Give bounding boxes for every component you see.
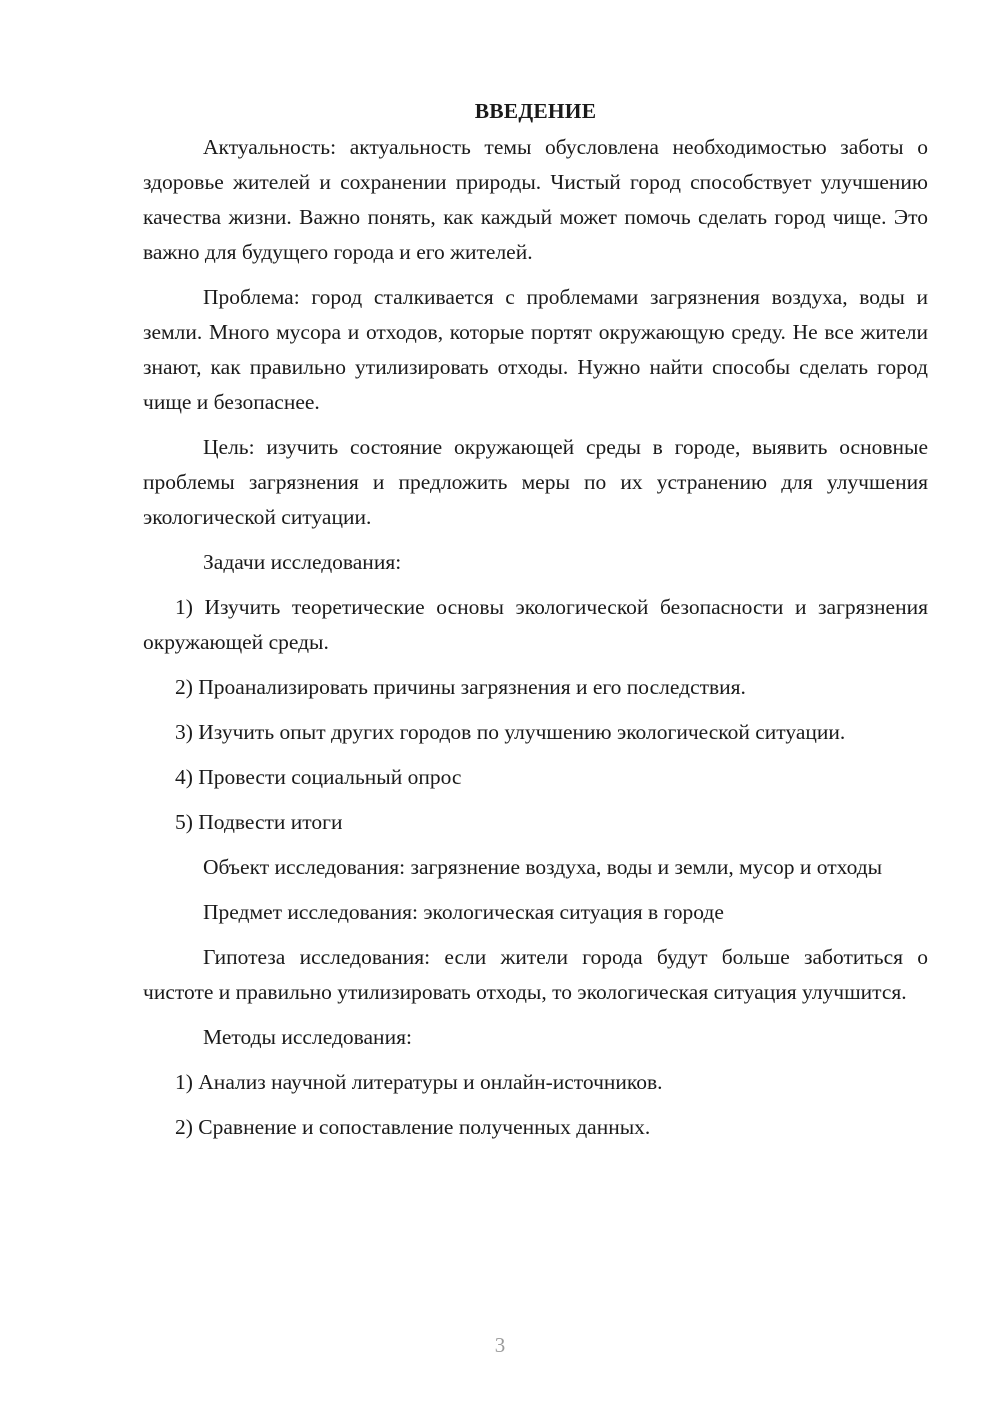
page-content <box>143 96 928 1155</box>
problem-paragraph: Проблема: город сталкивается с проблемами загрязнения воздуха, воды и земли. Много мусора и отходов, которые портят окружающую среду. Не все жители знают, как правильно утилизировать отходы. Нужно найти способы сделать город чище и безопаснее. <box>143 285 928 414</box>
tasks-title: Задачи исследования: <box>203 550 402 574</box>
object-paragraph: Объект исследования: загрязнение воздуха, воды и земли, мусор и отходы <box>203 855 883 879</box>
subject-paragraph: Предмет исследования: экологическая ситуация в городе <box>203 900 724 924</box>
task-item: 5) Подвести итоги <box>175 810 343 834</box>
task-item: 1) Изучить теоретические основы экологической безопасности и загрязнения окружающей среды. <box>143 595 928 654</box>
method-item: 2) Сравнение и сопоставление полученных данных. <box>175 1115 651 1139</box>
goal-paragraph: Цель: изучить состояние окружающей среды в городе, выявить основные проблемы загрязнения и предложить меры по их устранению для улучшения экологической ситуации. <box>143 435 928 529</box>
hypothesis-paragraph: Гипотеза исследования: если жители города будут больше заботиться о чистоте и правильно утилизировать отходы, то экологическая ситуация улучшится. <box>143 945 928 1004</box>
task-item: 2) Проанализировать причины загрязнения и его последствия. <box>175 675 746 699</box>
section-heading: ВВЕДЕНИЕ <box>474 99 597 123</box>
task-item: 3) Изучить опыт других городов по улучшению экологической ситуации. <box>175 720 846 744</box>
page-number: 3 <box>494 1333 506 1357</box>
methods-title: Методы исследования: <box>203 1025 412 1049</box>
relevance-paragraph: Актуальность: актуальность темы обусловлена необходимостью заботы о здоровье жителей и сохранении природы. Чистый город способствует улучшению качества жизни. Важно понять, как каждый может помочь сделать город чище. Это важно для будущего города и его жителей. <box>143 135 928 264</box>
method-item: 1) Анализ научной литературы и онлайн-источников. <box>175 1070 663 1094</box>
task-item: 4) Провести социальный опрос <box>175 765 462 789</box>
